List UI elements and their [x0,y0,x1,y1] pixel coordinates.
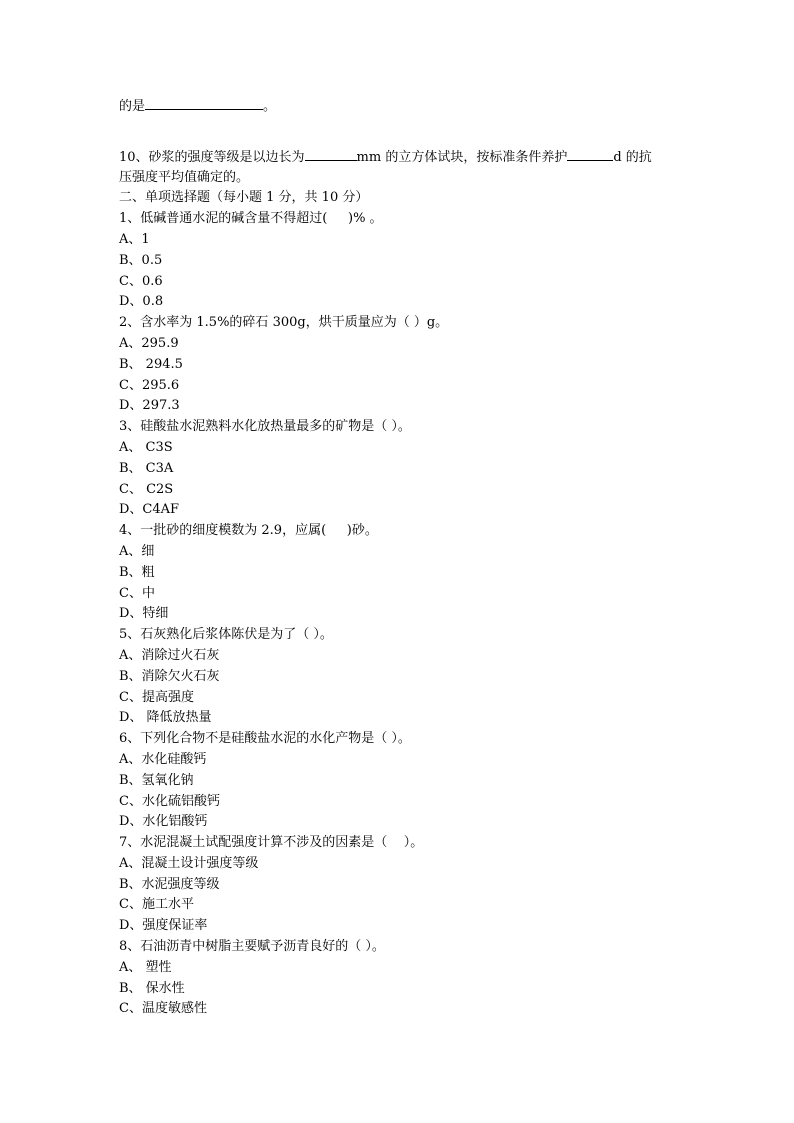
option-line: A、水化硅酸钙 [119,751,207,767]
option-line: B、氢氧化钠 [119,772,194,788]
question-10-part-3: d 的抗 [613,149,652,165]
option-line: B、0.5 [119,252,163,268]
option-line: D、特细 [119,606,169,622]
option-line: A、混凝土设计强度等级 [119,855,259,871]
option-line: D、0.8 [119,294,164,310]
option-line: A、细 [119,543,155,559]
option-line: B、 294.5 [119,356,183,372]
option-line: A、 C3S [119,439,173,455]
option-line: D、水化铝酸钙 [119,814,208,830]
paragraph-gap [119,117,679,147]
question-line: 3、硅酸盐水泥熟料水化放热量最多的矿物是（ ）。 [119,419,411,435]
question-10-part-2: mm 的立方体试块，按标准条件养护 [356,149,568,165]
option-line: C、295.6 [119,377,180,393]
option-line: A、295.9 [119,335,179,351]
option-line: A、 塑性 [119,959,172,975]
question-line: 7、水泥混凝土试配强度计算不涉及的因素是（ ）。 [119,835,424,851]
option-line: C、0.6 [119,273,163,289]
question-9-tail-suffix: 。 [263,99,277,114]
option-line: B、 C3A [119,460,174,476]
question-9-tail [119,96,679,117]
option-line: C、施工水平 [119,897,194,913]
question-line: 2、含水率为 1.5%的碎石 300g，烘干质量应为（ ）g。 [119,315,449,331]
option-line: D、297.3 [119,398,180,414]
question-line: 6、下列化合物不是硅酸盐水泥的水化产物是（ ）。 [119,731,411,747]
answer-blank [305,147,357,161]
question-10-part-1: 10、砂浆的强度等级是以边长为 [119,149,305,165]
option-line: B、消除欠火石灰 [119,668,220,684]
option-line: D、C4AF [119,502,180,518]
option-line: B、粗 [119,564,155,580]
option-line: A、1 [119,231,150,247]
section-title: 二、单项选择题（每小题 1 分，共 10 分） [119,190,369,206]
option-line: D、强度保证率 [119,918,208,934]
option-line: A、消除过火石灰 [119,647,220,663]
option-line: C、提高强度 [119,689,194,705]
option-line: D、 降低放热量 [119,710,212,726]
option-line: C、 C2S [119,481,174,497]
question-line: 4、一批砂的细度模数为 2.9，应属( )砂。 [119,523,378,539]
answer-blank [145,96,263,110]
option-line: C、中 [119,585,155,601]
question-line: 5、石灰熟化后浆体陈伏是为了（ ）。 [119,627,333,643]
question-line: 1、低碱普通水泥的碱含量不得超过( )% 。 [119,211,383,227]
question-9-tail-prefix: 的是 [119,99,146,114]
option-line: C、水化硫铝酸钙 [119,793,220,809]
option-line: C、温度敏感性 [119,1001,207,1017]
option-line: B、水泥强度等级 [119,876,220,892]
answer-blank [567,147,613,161]
document-body [119,96,679,1020]
option-line: B、 保水性 [119,980,185,996]
question-10-line-1 [119,147,679,168]
question-line: 8、石油沥青中树脂主要赋予沥青良好的（ ）。 [119,939,385,955]
question-10-line-2: 压强度平均值确定的。 [119,169,250,185]
